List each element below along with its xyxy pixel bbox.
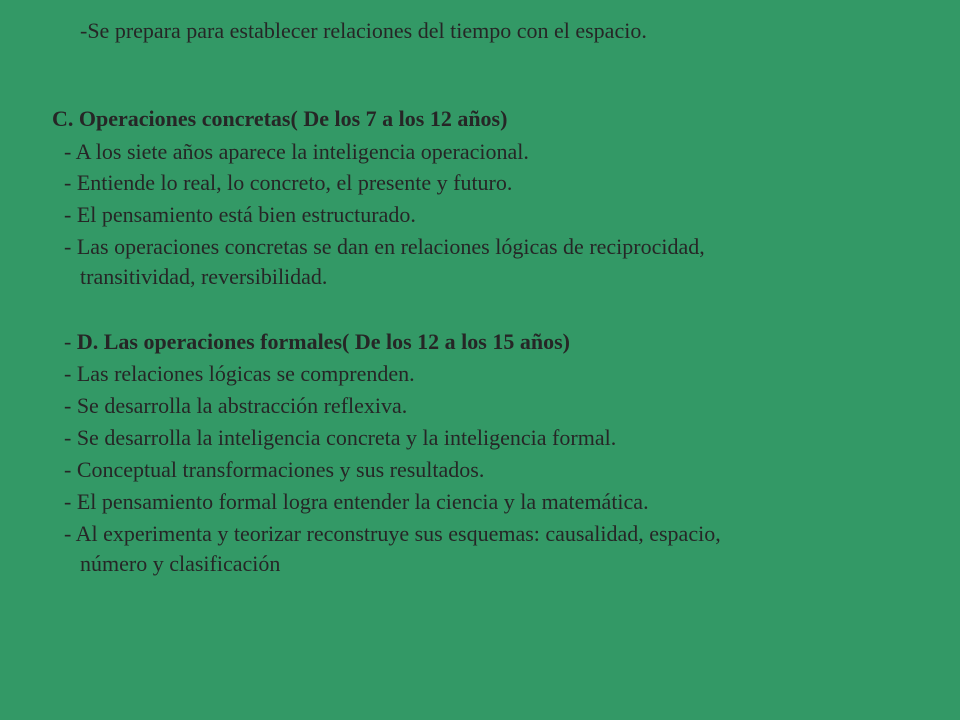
section-d-item-continuation: número y clasificación — [80, 551, 281, 576]
section-d-heading-line — [64, 327, 570, 357]
section-d-dash: - — [64, 329, 77, 354]
section-c-item-continuation: transitividad, reversibilidad. — [80, 264, 328, 289]
section-c-item: - A los siete años aparece la inteligencia operacional. — [64, 139, 529, 164]
section-d-item: - Las relaciones lógicas se comprenden. — [64, 361, 415, 386]
section-d-item: - Se desarrolla la inteligencia concreta y la inteligencia formal. — [64, 425, 617, 450]
section-d-item: - Conceptual transformaciones y sus resultados. — [64, 457, 485, 482]
section-d-heading: D. Las operaciones formales( De los 12 a los 15 años) — [76, 329, 570, 354]
section-c-item: - Entiende lo real, lo concreto, el presente y futuro. — [64, 170, 513, 195]
section-c-heading: C. Operaciones concretas( De los 7 a los 12 años) — [52, 106, 508, 131]
section-d-item: - Al experimenta y teorizar reconstruye sus esquemas: causalidad, espacio, — [64, 521, 721, 546]
section-c-item: - El pensamiento está bien estructurado. — [64, 202, 416, 227]
section-c-item: - Las operaciones concretas se dan en relaciones lógicas de reciprocidad, — [64, 234, 705, 259]
section-d-item: - El pensamiento formal logra entender la ciencia y la matemática. — [64, 489, 649, 514]
section-d-item: - Se desarrolla la abstracción reflexiva. — [64, 393, 408, 418]
intro-line: -Se prepara para establecer relaciones del tiempo con el espacio. — [80, 18, 647, 43]
